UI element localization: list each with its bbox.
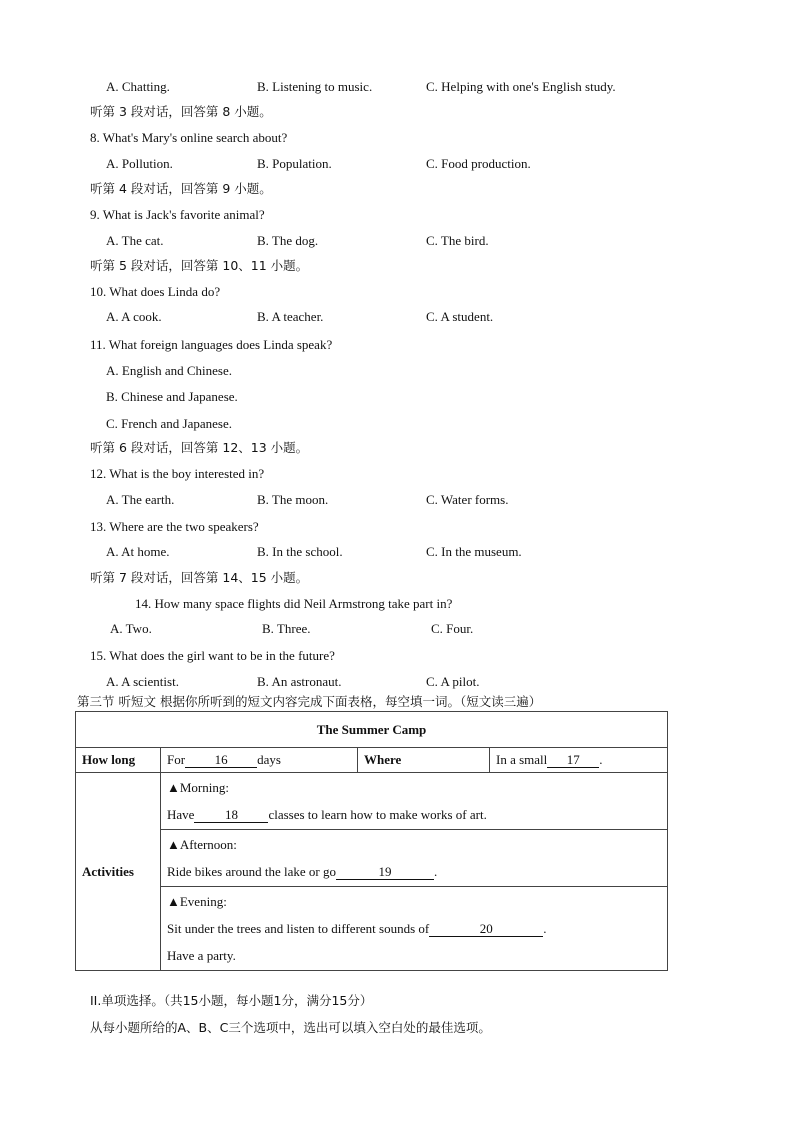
q14-option-a: A. Two.	[110, 621, 152, 636]
q12-option-c: C. Water forms.	[426, 492, 509, 507]
evening-label: ▲Evening:	[167, 894, 227, 909]
how-long-prefix: For	[167, 752, 186, 767]
evening-extra: Have a party.	[167, 948, 236, 963]
q7-option-c: C. Helping with one's English study.	[426, 79, 616, 94]
q14-question: 14. How many space flights did Neil Armstrong take part in?	[135, 596, 453, 611]
q11-option-b: B. Chinese and Japanese.	[106, 389, 238, 404]
afternoon-suffix: .	[433, 864, 438, 879]
q15-option-c: C. A pilot.	[426, 674, 480, 689]
section-6-instruction: 听第 6 段对话，回答第 12、13 小题。	[90, 440, 309, 455]
activities-label: Activities	[76, 773, 161, 971]
q15-option-a: A. A scientist.	[106, 674, 179, 689]
q7-option-a: A. Chatting.	[106, 79, 170, 94]
q10-option-c: C. A student.	[426, 309, 494, 324]
morning-text	[167, 801, 661, 828]
q13-option-b: B. In the school.	[257, 544, 343, 559]
where-suffix: .	[599, 752, 603, 767]
table-title: The Summer Camp	[76, 712, 668, 748]
q8-question: 8. What's Mary's online search about?	[90, 130, 288, 145]
section-5-instruction: 听第 5 段对话，回答第 10、11 小题。	[90, 258, 309, 273]
part-2-heading: II.单项选择。（共15小题，每小题1分，满分15分）	[90, 993, 373, 1008]
how-long-label: How long	[76, 748, 161, 773]
q11-question: 11. What foreign languages does Linda speak?	[90, 337, 333, 352]
q11-option-c: C. French and Japanese.	[106, 416, 232, 431]
q10-option-b: B. A teacher.	[257, 309, 324, 324]
blank-17: 17	[547, 753, 599, 768]
how-long-cell	[161, 748, 358, 773]
q10-question: 10. What does Linda do?	[90, 284, 221, 299]
q9-option-b: B. The dog.	[257, 233, 319, 248]
morning-prefix: Have	[167, 807, 195, 822]
evening-suffix: .	[543, 921, 547, 936]
q8-option-a: A. Pollution.	[106, 156, 173, 171]
afternoon-cell	[161, 830, 668, 887]
blank-20: 20	[429, 922, 543, 937]
q9-question: 9. What is Jack's favorite animal?	[90, 207, 265, 222]
morning-cell	[161, 773, 668, 830]
blank-18: 18	[194, 808, 268, 823]
q13-option-c: C. In the museum.	[426, 544, 522, 559]
q8-option-b: B. Population.	[257, 156, 332, 171]
afternoon-prefix: Ride bikes around the lake or go	[167, 864, 336, 879]
evening-cell	[161, 887, 668, 971]
afternoon-text	[167, 858, 661, 885]
where-prefix: In a small	[496, 752, 548, 767]
where-label: Where	[358, 748, 490, 773]
q15-question: 15. What does the girl want to be in the future?	[90, 648, 335, 663]
part-3-heading: 第三节 听短文 根据你所听到的短文内容完成下面表格，每空填一词。（短文读三遍）	[77, 694, 542, 709]
blank-19: 19	[336, 865, 434, 880]
q13-question: 13. Where are the two speakers?	[90, 519, 259, 534]
q14-option-c: C. Four.	[431, 621, 474, 636]
q14-option-b: B. Three.	[262, 621, 311, 636]
q12-option-b: B. The moon.	[257, 492, 329, 507]
summer-camp-table	[75, 711, 668, 971]
q15-option-b: B. An astronaut.	[257, 674, 342, 689]
section-7-instruction: 听第 7 段对话，回答第 14、15 小题。	[90, 570, 309, 585]
part-2-instruction: 从每小题所给的A、B、C三个选项中，选出可以填入空白处的最佳选项。	[90, 1020, 491, 1035]
q10-option-a: A. A cook.	[106, 309, 162, 324]
q7-option-b: B. Listening to music.	[257, 79, 373, 94]
q11-option-a: A. English and Chinese.	[106, 363, 233, 378]
how-long-suffix: days	[257, 752, 281, 767]
morning-suffix: classes to learn how to make works of art.	[268, 807, 487, 822]
evening-text	[167, 915, 661, 942]
q9-option-a: A. The cat.	[106, 233, 164, 248]
morning-label: ▲Morning:	[167, 780, 229, 795]
q8-option-c: C. Food production.	[426, 156, 531, 171]
afternoon-label: ▲Afternoon:	[167, 837, 237, 852]
where-cell	[490, 748, 668, 773]
q9-option-c: C. The bird.	[426, 233, 489, 248]
q12-question: 12. What is the boy interested in?	[90, 466, 265, 481]
evening-prefix: Sit under the trees and listen to different sounds of	[167, 921, 430, 936]
section-4-instruction: 听第 4 段对话，回答第 9 小题。	[90, 181, 272, 196]
section-3-instruction: 听第 3 段对话，回答第 8 小题。	[90, 104, 272, 119]
q13-option-a: A. At home.	[106, 544, 170, 559]
blank-16: 16	[185, 753, 257, 768]
q12-option-a: A. The earth.	[106, 492, 175, 507]
